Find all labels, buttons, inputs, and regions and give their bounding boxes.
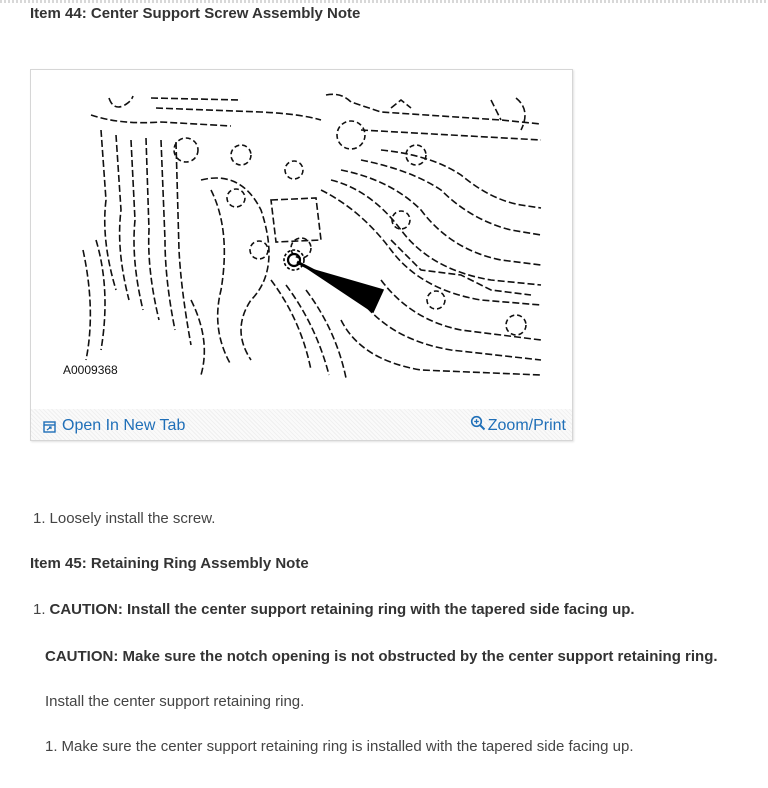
open-in-new-tab-link[interactable]	[43, 417, 185, 435]
zoom-print-label: Zoom/Print	[487, 417, 566, 434]
step-number: 1.	[33, 510, 46, 527]
item-45-step-1	[33, 601, 635, 618]
item-45-substep-1	[45, 738, 634, 755]
caution-text: CAUTION: Install the center support retaining ring with the tapered side facing up.	[49, 601, 635, 618]
step-number: 1.	[45, 738, 58, 755]
step-text: Make sure the center support retaining ring is installed with the tapered side facing up.	[61, 738, 634, 755]
figure-card	[30, 69, 573, 441]
drawing-label: A0009368	[63, 363, 118, 377]
step-number: 1.	[33, 601, 46, 618]
open-in-new-tab-label: Open In New Tab	[62, 417, 186, 434]
instruction-text: Install the center support retaining ring.	[45, 693, 305, 710]
item-45-heading: Item 45: Retaining Ring Assembly Note	[30, 555, 309, 572]
step-text: Loosely install the screw.	[49, 510, 216, 527]
zoom-print-link[interactable]	[470, 417, 566, 435]
valve-body-illustration	[61, 90, 551, 385]
zoom-icon	[470, 415, 486, 431]
top-divider	[0, 0, 768, 3]
item-44-heading: Item 44: Center Support Screw Assembly Note	[30, 5, 361, 22]
item-44-step-1	[33, 510, 215, 527]
caution-note: CAUTION: Make sure the notch opening is not obstructed by the center support retaining ring.	[45, 648, 718, 665]
figure-toolbar	[31, 409, 572, 440]
open-in-new-tab-icon	[43, 420, 56, 433]
